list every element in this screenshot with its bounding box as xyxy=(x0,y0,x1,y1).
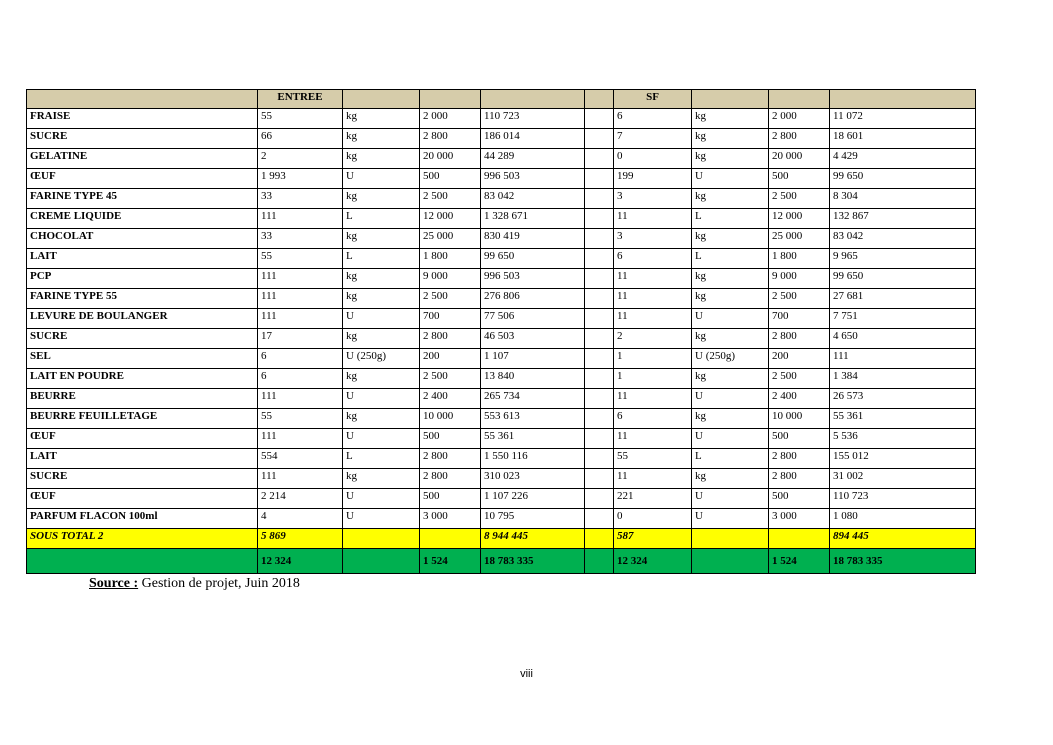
cell-s-price: 200 xyxy=(769,349,830,369)
cell-name: SEL xyxy=(27,349,258,369)
cell-name: FRAISE xyxy=(27,109,258,129)
table-row xyxy=(27,129,976,149)
cell-s-qty: 55 xyxy=(614,449,692,469)
cell-name: FARINE TYPE 45 xyxy=(27,189,258,209)
cell-s-unit: kg xyxy=(692,369,769,389)
cell-s-price: 1 800 xyxy=(769,249,830,269)
cell-s-qty: 221 xyxy=(614,489,692,509)
cell-e-qty: 55 xyxy=(258,249,343,269)
cell-name: LAIT xyxy=(27,449,258,469)
table-row xyxy=(27,189,976,209)
table-body xyxy=(27,90,976,574)
cell-spacer xyxy=(585,209,614,229)
cell-e-total: 10 795 xyxy=(481,509,585,529)
cell-name: LEVURE DE BOULANGER xyxy=(27,309,258,329)
cell-s-qty: 6 xyxy=(614,409,692,429)
cell-spacer xyxy=(585,269,614,289)
table-row xyxy=(27,309,976,329)
cell-e-price: 2 500 xyxy=(420,289,481,309)
cell-e-price: 500 xyxy=(420,489,481,509)
cell-e-qty: 6 xyxy=(258,369,343,389)
cell-s-total: 8 304 xyxy=(830,189,976,209)
cell-e-price: 1 524 xyxy=(420,549,481,574)
cell-e-unit xyxy=(343,549,420,574)
cell-s-unit: kg xyxy=(692,269,769,289)
cell-s-price: 500 xyxy=(769,169,830,189)
cell-e-unit: kg xyxy=(343,289,420,309)
cell-e-unit: kg xyxy=(343,469,420,489)
cell-s-total: 111 xyxy=(830,349,976,369)
cell-name: GELATINE xyxy=(27,149,258,169)
cell-s-qty: 11 xyxy=(614,429,692,449)
cell-e-qty: 12 324 xyxy=(258,549,343,574)
cell-e-total: 44 289 xyxy=(481,149,585,169)
cell-e-qty: 55 xyxy=(258,109,343,129)
cell-e-qty: 5 869 xyxy=(258,529,343,549)
cell-s-qty: 11 xyxy=(614,389,692,409)
cell-e-total: 276 806 xyxy=(481,289,585,309)
cell-s-unit: kg xyxy=(692,409,769,429)
cell-e-total: 310 023 xyxy=(481,469,585,489)
cell-s-price: 25 000 xyxy=(769,229,830,249)
cell-name: ŒUF xyxy=(27,429,258,449)
cell-s-qty: 3 xyxy=(614,229,692,249)
cell-s-qty: 11 xyxy=(614,209,692,229)
cell-e-unit: U xyxy=(343,389,420,409)
cell-name: CREME LIQUIDE xyxy=(27,209,258,229)
table-row xyxy=(27,269,976,289)
cell-s-qty: 3 xyxy=(614,189,692,209)
cell-e-price: 25 000 xyxy=(420,229,481,249)
cell-s-qty: 11 xyxy=(614,289,692,309)
cell-e-qty: 6 xyxy=(258,349,343,369)
cell-s-total: 110 723 xyxy=(830,489,976,509)
cell-s-total: 26 573 xyxy=(830,389,976,409)
table-row xyxy=(27,369,976,389)
table-row xyxy=(27,329,976,349)
cell-s-total: 4 650 xyxy=(830,329,976,349)
cell-name: SUCRE xyxy=(27,469,258,489)
cell-s-price: 20 000 xyxy=(769,149,830,169)
cell-e-total: 110 723 xyxy=(481,109,585,129)
table-row xyxy=(27,449,976,469)
table-row xyxy=(27,229,976,249)
cell-spacer xyxy=(585,149,614,169)
cell-s-price: 2 800 xyxy=(769,449,830,469)
cell-spacer xyxy=(585,489,614,509)
cell-e-total: 830 419 xyxy=(481,229,585,249)
cell-e-total: 1 107 xyxy=(481,349,585,369)
cell-s-price: 2 800 xyxy=(769,129,830,149)
cell-name: BEURRE xyxy=(27,389,258,409)
cell-name xyxy=(27,549,258,574)
cell-e-total: 18 783 335 xyxy=(481,549,585,574)
cell-e-unit: kg xyxy=(343,269,420,289)
cell-e-total: 1 550 116 xyxy=(481,449,585,469)
table-row xyxy=(27,349,976,369)
cell-e-qty: 111 xyxy=(258,429,343,449)
cell-e-total: 8 944 445 xyxy=(481,529,585,549)
cell-s-qty: 199 xyxy=(614,169,692,189)
table-row xyxy=(27,469,976,489)
cell-spacer xyxy=(585,449,614,469)
cell-s-unit: U xyxy=(692,169,769,189)
cell-name: ŒUF xyxy=(27,489,258,509)
cell-e-qty: 111 xyxy=(258,289,343,309)
cell-name: SUCRE xyxy=(27,329,258,349)
table-row xyxy=(27,389,976,409)
cell-s-price: 1 524 xyxy=(769,549,830,574)
cell-name: PARFUM FLACON 100ml xyxy=(27,509,258,529)
cell-s-total: 27 681 xyxy=(830,289,976,309)
cell-e-total: 186 014 xyxy=(481,129,585,149)
source-note xyxy=(89,576,300,592)
cell-s-total: 894 445 xyxy=(830,529,976,549)
cell-e-price: 2 000 xyxy=(420,109,481,129)
cell-e-price: 500 xyxy=(420,429,481,449)
cell-e-qty: 554 xyxy=(258,449,343,469)
cell-s-qty: 1 xyxy=(614,349,692,369)
cell-spacer xyxy=(585,549,614,574)
cell-s-unit: kg xyxy=(692,229,769,249)
header-entree: ENTREE xyxy=(258,90,343,109)
cell-e-unit: U xyxy=(343,169,420,189)
table-row xyxy=(27,209,976,229)
cell-s-unit: kg xyxy=(692,149,769,169)
cell-s-qty: 6 xyxy=(614,249,692,269)
cell-s-price: 2 800 xyxy=(769,469,830,489)
cell-e-unit: L xyxy=(343,449,420,469)
cell-s-qty: 7 xyxy=(614,129,692,149)
cell-e-price: 2 800 xyxy=(420,329,481,349)
cell-e-qty: 2 214 xyxy=(258,489,343,509)
cell-e-qty: 2 xyxy=(258,149,343,169)
cell-e-unit: kg xyxy=(343,329,420,349)
cell-e-price: 1 800 xyxy=(420,249,481,269)
cell-s-total: 5 536 xyxy=(830,429,976,449)
cell-e-unit: U xyxy=(343,309,420,329)
cell-spacer xyxy=(585,249,614,269)
header-blank xyxy=(27,90,258,109)
cell-e-unit: kg xyxy=(343,109,420,129)
cell-s-qty: 11 xyxy=(614,309,692,329)
cell-s-total: 11 072 xyxy=(830,109,976,129)
cell-s-qty: 0 xyxy=(614,149,692,169)
table-row xyxy=(27,429,976,449)
cell-spacer xyxy=(585,189,614,209)
cell-spacer xyxy=(585,109,614,129)
cell-s-price: 2 400 xyxy=(769,389,830,409)
cell-e-total: 553 613 xyxy=(481,409,585,429)
cell-s-unit: U xyxy=(692,309,769,329)
cell-s-price: 3 000 xyxy=(769,509,830,529)
cell-s-unit: U xyxy=(692,509,769,529)
cell-s-unit: L xyxy=(692,249,769,269)
cell-e-price: 2 500 xyxy=(420,189,481,209)
cell-s-unit: U xyxy=(692,429,769,449)
cell-e-qty: 111 xyxy=(258,269,343,289)
table-row xyxy=(27,409,976,429)
cell-spacer xyxy=(585,389,614,409)
cell-s-total: 1 384 xyxy=(830,369,976,389)
cell-s-price: 500 xyxy=(769,489,830,509)
cell-name: CHOCOLAT xyxy=(27,229,258,249)
cell-s-unit: kg xyxy=(692,109,769,129)
cell-e-qty: 55 xyxy=(258,409,343,429)
cell-s-total: 18 601 xyxy=(830,129,976,149)
cell-s-price: 2 500 xyxy=(769,289,830,309)
cell-e-price xyxy=(420,529,481,549)
cell-e-price: 10 000 xyxy=(420,409,481,429)
header-sf: SF xyxy=(614,90,692,109)
cell-e-unit: U xyxy=(343,429,420,449)
subtotal-row xyxy=(27,529,976,549)
cell-s-qty: 6 xyxy=(614,109,692,129)
cell-s-unit: U xyxy=(692,489,769,509)
cell-s-total: 83 042 xyxy=(830,229,976,249)
cell-e-total: 996 503 xyxy=(481,269,585,289)
cell-e-qty: 111 xyxy=(258,309,343,329)
cell-e-total: 265 734 xyxy=(481,389,585,409)
cell-e-qty: 17 xyxy=(258,329,343,349)
cell-e-unit: kg xyxy=(343,149,420,169)
cell-s-price: 2 500 xyxy=(769,369,830,389)
cell-e-total: 13 840 xyxy=(481,369,585,389)
table-row xyxy=(27,249,976,269)
cell-e-unit: kg xyxy=(343,229,420,249)
cell-s-unit: kg xyxy=(692,469,769,489)
cell-s-price: 9 000 xyxy=(769,269,830,289)
cell-s-price: 10 000 xyxy=(769,409,830,429)
cell-spacer xyxy=(585,289,614,309)
cell-s-unit: U xyxy=(692,389,769,409)
cell-e-qty: 33 xyxy=(258,229,343,249)
cell-s-total: 99 650 xyxy=(830,269,976,289)
source-text: Gestion de projet, Juin 2018 xyxy=(138,576,300,591)
cell-e-qty: 111 xyxy=(258,469,343,489)
cell-e-unit: U (250g) xyxy=(343,349,420,369)
cell-s-unit: kg xyxy=(692,289,769,309)
cell-s-total: 31 002 xyxy=(830,469,976,489)
cell-e-qty: 1 993 xyxy=(258,169,343,189)
cell-e-price: 20 000 xyxy=(420,149,481,169)
cell-name: FARINE TYPE 55 xyxy=(27,289,258,309)
cell-e-total: 77 506 xyxy=(481,309,585,329)
cell-name: ŒUF xyxy=(27,169,258,189)
cell-name: LAIT xyxy=(27,249,258,269)
cell-e-unit: U xyxy=(343,489,420,509)
cell-e-total: 99 650 xyxy=(481,249,585,269)
cell-e-qty: 33 xyxy=(258,189,343,209)
cell-e-total: 55 361 xyxy=(481,429,585,449)
cell-s-qty: 11 xyxy=(614,469,692,489)
cell-s-total: 132 867 xyxy=(830,209,976,229)
cell-e-unit: kg xyxy=(343,129,420,149)
cell-s-price: 500 xyxy=(769,429,830,449)
cell-name: SOUS TOTAL 2 xyxy=(27,529,258,549)
table-row xyxy=(27,489,976,509)
cell-e-price: 500 xyxy=(420,169,481,189)
page-number: viii xyxy=(520,668,533,680)
cell-s-price: 2 800 xyxy=(769,329,830,349)
cell-s-unit: kg xyxy=(692,329,769,349)
cell-s-qty: 2 xyxy=(614,329,692,349)
cell-name: LAIT EN POUDRE xyxy=(27,369,258,389)
cell-e-price: 2 500 xyxy=(420,369,481,389)
cell-s-price xyxy=(769,529,830,549)
cell-e-unit: kg xyxy=(343,409,420,429)
cell-e-total: 1 328 671 xyxy=(481,209,585,229)
cell-s-qty: 587 xyxy=(614,529,692,549)
table-row xyxy=(27,169,976,189)
cell-e-total: 996 503 xyxy=(481,169,585,189)
cell-e-price: 700 xyxy=(420,309,481,329)
table-row xyxy=(27,289,976,309)
total-row xyxy=(27,549,976,574)
cell-s-price: 2 000 xyxy=(769,109,830,129)
cell-e-price: 200 xyxy=(420,349,481,369)
cell-spacer xyxy=(585,229,614,249)
cell-spacer xyxy=(585,429,614,449)
cell-name: SUCRE xyxy=(27,129,258,149)
cell-e-unit xyxy=(343,529,420,549)
cell-e-unit: L xyxy=(343,209,420,229)
cell-name: BEURRE FEUILLETAGE xyxy=(27,409,258,429)
cell-s-total: 1 080 xyxy=(830,509,976,529)
cell-e-total: 83 042 xyxy=(481,189,585,209)
cell-s-total: 9 965 xyxy=(830,249,976,269)
cell-spacer xyxy=(585,469,614,489)
cell-name: PCP xyxy=(27,269,258,289)
cell-s-price: 12 000 xyxy=(769,209,830,229)
cell-s-qty: 11 xyxy=(614,269,692,289)
cell-spacer xyxy=(585,309,614,329)
cell-s-total: 99 650 xyxy=(830,169,976,189)
cell-e-price: 2 800 xyxy=(420,469,481,489)
table-row xyxy=(27,509,976,529)
cell-s-unit: kg xyxy=(692,129,769,149)
cell-e-unit: L xyxy=(343,249,420,269)
cell-s-unit: kg xyxy=(692,189,769,209)
cell-s-total: 4 429 xyxy=(830,149,976,169)
cell-e-unit: U xyxy=(343,509,420,529)
cell-s-unit: L xyxy=(692,449,769,469)
cell-s-unit xyxy=(692,529,769,549)
cell-s-price: 700 xyxy=(769,309,830,329)
table-row xyxy=(27,109,976,129)
cell-e-unit: kg xyxy=(343,189,420,209)
cell-e-qty: 111 xyxy=(258,389,343,409)
cell-e-unit: kg xyxy=(343,369,420,389)
cell-e-qty: 111 xyxy=(258,209,343,229)
cell-s-total: 55 361 xyxy=(830,409,976,429)
cell-s-unit: U (250g) xyxy=(692,349,769,369)
cell-spacer xyxy=(585,349,614,369)
cell-spacer xyxy=(585,509,614,529)
cell-spacer xyxy=(585,369,614,389)
cell-s-total: 18 783 335 xyxy=(830,549,976,574)
cell-s-qty: 1 xyxy=(614,369,692,389)
cell-e-price: 12 000 xyxy=(420,209,481,229)
cell-s-price: 2 500 xyxy=(769,189,830,209)
table-row xyxy=(27,149,976,169)
cell-s-unit xyxy=(692,549,769,574)
cell-spacer xyxy=(585,329,614,349)
cell-spacer xyxy=(585,409,614,429)
header-row xyxy=(27,90,976,109)
cell-s-total: 155 012 xyxy=(830,449,976,469)
cell-s-total: 7 751 xyxy=(830,309,976,329)
cell-s-unit: L xyxy=(692,209,769,229)
cell-spacer xyxy=(585,129,614,149)
cell-spacer xyxy=(585,529,614,549)
cell-e-qty: 66 xyxy=(258,129,343,149)
cell-e-price: 9 000 xyxy=(420,269,481,289)
cell-e-total: 1 107 226 xyxy=(481,489,585,509)
cell-e-price: 2 800 xyxy=(420,449,481,469)
cell-e-price: 3 000 xyxy=(420,509,481,529)
cell-e-total: 46 503 xyxy=(481,329,585,349)
inventory-table xyxy=(26,89,976,574)
cell-e-price: 2 800 xyxy=(420,129,481,149)
cell-spacer xyxy=(585,169,614,189)
cell-s-qty: 0 xyxy=(614,509,692,529)
cell-s-qty: 12 324 xyxy=(614,549,692,574)
cell-e-qty: 4 xyxy=(258,509,343,529)
cell-e-price: 2 400 xyxy=(420,389,481,409)
source-label: Source : xyxy=(89,576,139,591)
